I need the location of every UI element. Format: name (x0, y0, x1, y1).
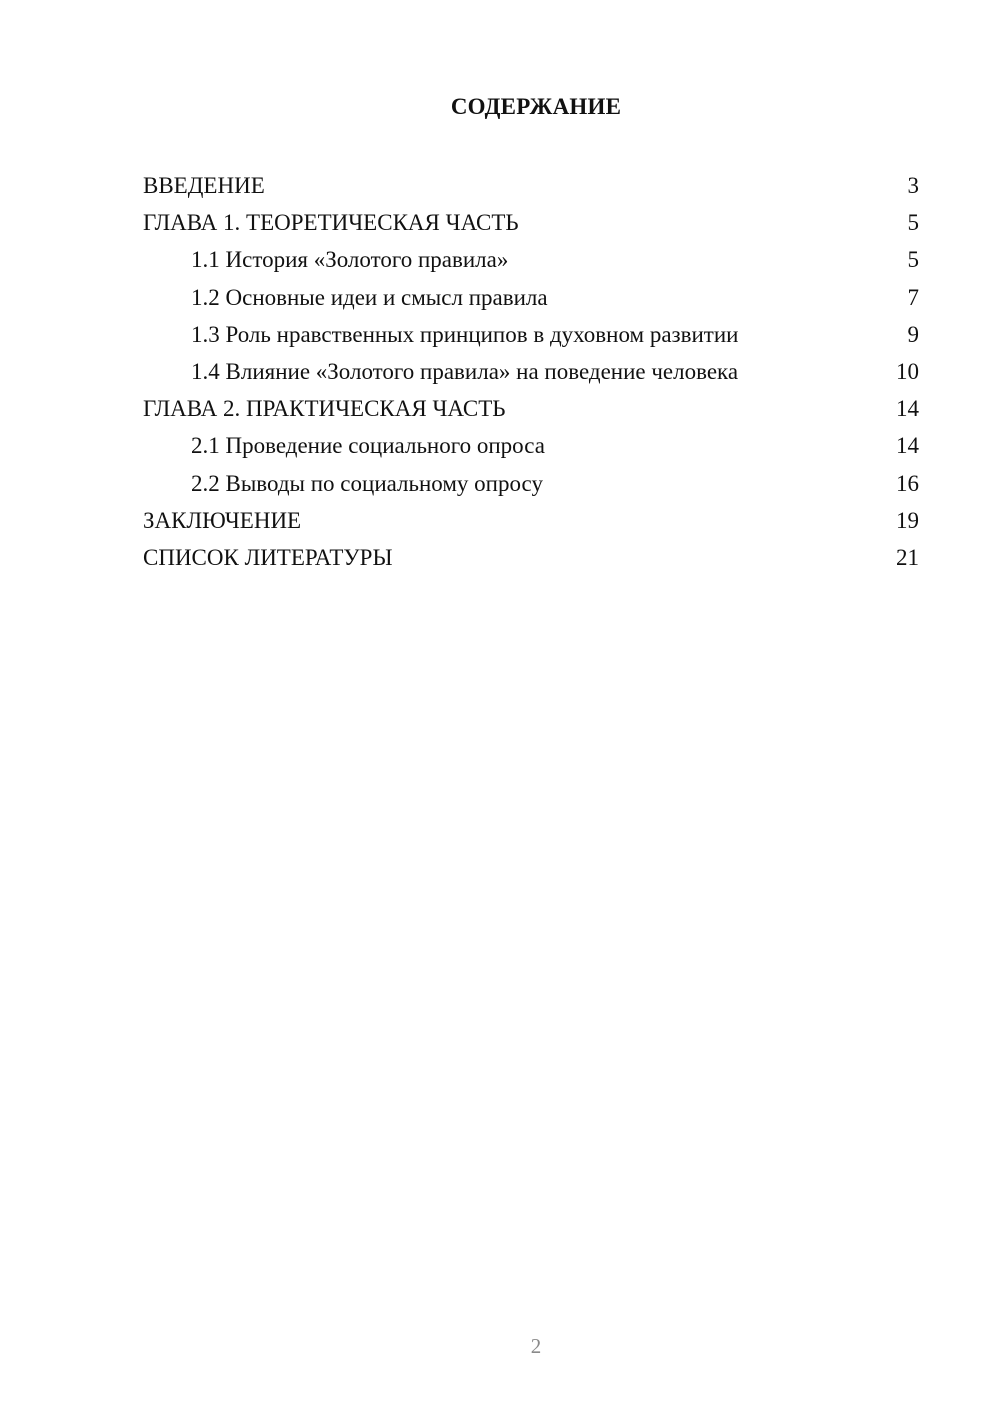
page-number: 2 (530, 1334, 542, 1358)
toc-entry-page: 5 (907, 210, 919, 236)
toc-entry-page: 14 (896, 396, 919, 422)
toc-entry-section-2-1[interactable] (143, 427, 919, 464)
toc-entry-page: 5 (907, 247, 919, 273)
toc-entry-conclusion[interactable] (143, 502, 919, 539)
toc-entry-label: ЗАКЛЮЧЕНИЕ (143, 507, 302, 533)
toc-entry-label: 1.4 Влияние «Золотого правила» на поведение человека (191, 358, 739, 384)
toc-entry-chapter-2[interactable] (143, 390, 919, 427)
toc-entry-page: 16 (896, 470, 919, 496)
toc-entry-chapter-1[interactable] (143, 204, 919, 241)
toc-entry-page: 19 (896, 507, 919, 533)
toc-entry-introduction[interactable] (143, 167, 919, 204)
toc-entry-page: 7 (907, 284, 919, 310)
toc-entry-label: СПИСОК ЛИТЕРАТУРЫ (143, 544, 393, 570)
toc-entry-label: ГЛАВА 1. ТЕОРЕТИЧЕСКАЯ ЧАСТЬ (143, 210, 519, 236)
toc-entry-label: 2.2 Выводы по социальному опросу (191, 470, 543, 496)
toc-entry-bibliography[interactable] (143, 539, 919, 576)
toc-entry-label: 2.1 Проведение социального опроса (191, 433, 545, 459)
toc-entry-section-2-2[interactable] (143, 465, 919, 502)
toc-entry-page: 21 (896, 544, 919, 570)
toc-entry-page: 9 (907, 321, 919, 347)
toc-entry-label: 1.1 История «Золотого правила» (191, 247, 509, 273)
toc-entry-page: 10 (896, 358, 919, 384)
toc-entry-label: 1.3 Роль нравственных принципов в духовном развитии (191, 321, 739, 347)
toc-entry-label: 1.2 Основные идеи и смысл правила (191, 284, 548, 310)
toc-entry-section-1-3[interactable] (143, 316, 919, 353)
toc-entry-page: 14 (896, 433, 919, 459)
toc-entry-section-1-4[interactable] (143, 353, 919, 390)
table-of-contents (143, 167, 919, 576)
toc-entry-label: ГЛАВА 2. ПРАКТИЧЕСКАЯ ЧАСТЬ (143, 396, 506, 422)
toc-entry-section-1-1[interactable] (143, 241, 919, 278)
toc-entry-label: ВВЕДЕНИЕ (143, 173, 265, 198)
toc-entry-page: 3 (907, 173, 919, 198)
document-title: СОДЕРЖАНИЕ (450, 94, 622, 119)
toc-entry-section-1-2[interactable] (143, 279, 919, 316)
